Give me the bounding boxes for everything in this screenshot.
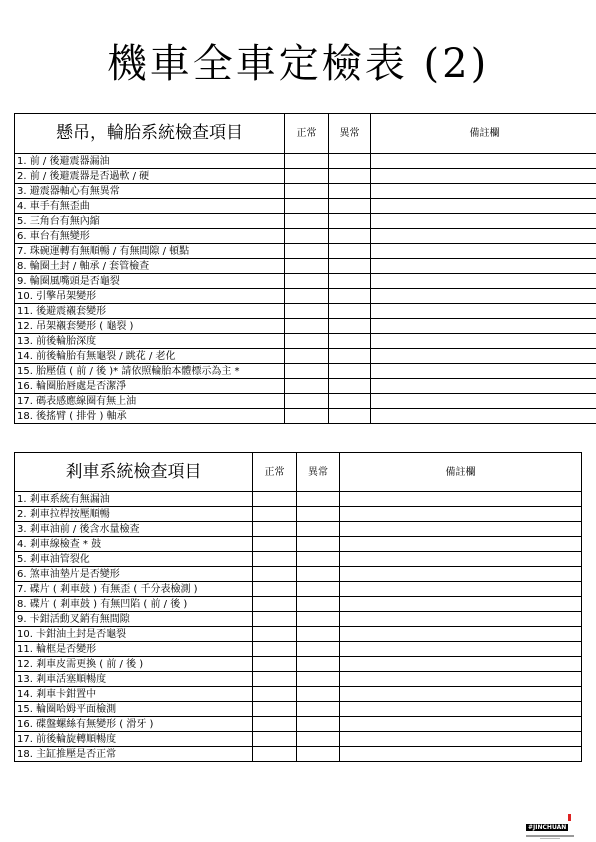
abnormal-check-cell[interactable] (329, 304, 371, 319)
normal-column-header: 正常 (253, 453, 297, 492)
abnormal-check-cell[interactable] (329, 214, 371, 229)
brand-logo-line-small (540, 838, 560, 839)
check-item-label: 11. 輪框是否變形 (15, 642, 253, 657)
remarks-cell[interactable] (371, 364, 596, 379)
remarks-cell[interactable] (340, 672, 582, 687)
normal-check-cell[interactable] (253, 552, 297, 567)
check-item-label: 15. 輪圈哈姆平面檢測 (15, 702, 253, 717)
check-item-label: 14. 前後輪胎有無龜裂 / 跳花 / 老化 (15, 349, 285, 364)
normal-check-cell[interactable] (285, 379, 329, 394)
check-item-label: 16. 輪圈胎唇處是否潔淨 (15, 379, 285, 394)
normal-check-cell[interactable] (285, 184, 329, 199)
remarks-cell[interactable] (371, 184, 596, 199)
abnormal-check-cell[interactable] (329, 154, 371, 169)
remarks-cell[interactable] (340, 522, 582, 537)
abnormal-check-cell[interactable] (297, 672, 340, 687)
brand-logo-mark (568, 814, 571, 821)
remarks-cell[interactable] (371, 334, 596, 349)
table-row (15, 582, 582, 597)
normal-check-cell[interactable] (253, 717, 297, 732)
table-row (15, 229, 596, 244)
table-row (15, 537, 582, 552)
normal-check-cell[interactable] (253, 567, 297, 582)
normal-check-cell[interactable] (285, 214, 329, 229)
suspension-checklist-table (14, 113, 596, 424)
abnormal-check-cell[interactable] (329, 379, 371, 394)
check-item-label: 12. 剎車皮需更換 ( 前 / 後 ) (15, 657, 253, 672)
abnormal-check-cell[interactable] (297, 702, 340, 717)
normal-check-cell[interactable] (253, 657, 297, 672)
normal-check-cell[interactable] (253, 687, 297, 702)
remarks-cell[interactable] (340, 687, 582, 702)
remarks-cell[interactable] (340, 642, 582, 657)
abnormal-check-cell[interactable] (329, 334, 371, 349)
abnormal-check-cell[interactable] (329, 364, 371, 379)
normal-check-cell[interactable] (285, 154, 329, 169)
table-row (15, 274, 596, 289)
suspension-rows (15, 154, 596, 424)
normal-check-cell[interactable] (285, 334, 329, 349)
normal-check-cell[interactable] (285, 229, 329, 244)
brake-rows (15, 492, 582, 762)
abnormal-check-cell[interactable] (297, 507, 340, 522)
abnormal-check-cell[interactable] (297, 522, 340, 537)
check-item-label: 3. 避震器軸心有無異常 (15, 184, 285, 199)
remarks-column-header: 備註欄 (340, 453, 582, 492)
check-item-label: 15. 胎壓值 ( 前 / 後 )* 請依照輪胎本體標示為主 * (15, 364, 285, 379)
normal-check-cell[interactable] (285, 319, 329, 334)
table-row (15, 627, 582, 642)
remarks-cell[interactable] (340, 657, 582, 672)
table-row (15, 687, 582, 702)
abnormal-column-header: 異常 (329, 114, 371, 154)
normal-check-cell[interactable] (285, 274, 329, 289)
brand-logo (526, 814, 578, 831)
table-row (15, 364, 596, 379)
table-row (15, 612, 582, 627)
abnormal-check-cell[interactable] (297, 582, 340, 597)
table-row (15, 552, 582, 567)
remarks-cell[interactable] (340, 507, 582, 522)
table-row (15, 394, 596, 409)
remarks-cell[interactable] (340, 627, 582, 642)
check-item-label: 2. 前 / 後避震器是否過軟 / 硬 (15, 169, 285, 184)
abnormal-check-cell[interactable] (297, 627, 340, 642)
abnormal-check-cell[interactable] (297, 717, 340, 732)
check-item-label: 3. 剎車油前 / 後含水量檢查 (15, 522, 253, 537)
remarks-cell[interactable] (340, 552, 582, 567)
remarks-cell[interactable] (371, 394, 596, 409)
remarks-cell[interactable] (371, 229, 596, 244)
table-row (15, 492, 582, 507)
suspension-section-header: 懸吊，輪胎系統檢查項目 (15, 114, 285, 154)
check-item-label: 4. 車手有無歪曲 (15, 199, 285, 214)
check-item-label: 10. 卡鉗油土封是否龜裂 (15, 627, 253, 642)
normal-check-cell[interactable] (253, 702, 297, 717)
remarks-cell[interactable] (340, 747, 582, 762)
table-row (15, 214, 596, 229)
table-header-row (15, 114, 596, 154)
remarks-cell[interactable] (371, 379, 596, 394)
table-row (15, 642, 582, 657)
normal-check-cell[interactable] (253, 582, 297, 597)
remarks-cell[interactable] (340, 582, 582, 597)
abnormal-check-cell[interactable] (297, 732, 340, 747)
remarks-cell[interactable] (371, 169, 596, 184)
table-row (15, 334, 596, 349)
table-row (15, 289, 596, 304)
normal-check-cell[interactable] (285, 409, 329, 424)
remarks-cell[interactable] (371, 409, 596, 424)
abnormal-check-cell[interactable] (329, 229, 371, 244)
normal-check-cell[interactable] (285, 394, 329, 409)
table-row (15, 244, 596, 259)
normal-check-cell[interactable] (253, 492, 297, 507)
table-row (15, 349, 596, 364)
abnormal-check-cell[interactable] (329, 394, 371, 409)
remarks-cell[interactable] (340, 717, 582, 732)
table-row (15, 597, 582, 612)
check-item-label: 1. 前 / 後避震器漏油 (15, 154, 285, 169)
normal-check-cell[interactable] (253, 642, 297, 657)
table-row (15, 717, 582, 732)
remarks-cell[interactable] (340, 492, 582, 507)
normal-check-cell[interactable] (285, 199, 329, 214)
table-row (15, 672, 582, 687)
abnormal-check-cell[interactable] (329, 319, 371, 334)
normal-check-cell[interactable] (253, 627, 297, 642)
normal-check-cell[interactable] (253, 522, 297, 537)
abnormal-check-cell[interactable] (329, 184, 371, 199)
abnormal-check-cell[interactable] (329, 274, 371, 289)
check-item-label: 9. 輪圈風嘴頭是否龜裂 (15, 274, 285, 289)
check-item-label: 7. 碟片 ( 剎車鼓 ) 有無歪 ( 千分表檢測 ) (15, 582, 253, 597)
check-item-label: 4. 剎車線檢查 * 鼓 (15, 537, 253, 552)
check-item-label: 18. 主缸推壓是否正常 (15, 747, 253, 762)
remarks-cell[interactable] (371, 319, 596, 334)
check-item-label: 9. 卡鉗活動叉銷有無間隙 (15, 612, 253, 627)
check-item-label: 17. 碼表感應線圈有無上油 (15, 394, 285, 409)
brake-section-header: 剎車系統檢查項目 (15, 453, 253, 492)
normal-check-cell[interactable] (285, 169, 329, 184)
table-row (15, 732, 582, 747)
check-item-label: 17. 前後輪旋轉順暢度 (15, 732, 253, 747)
remarks-cell[interactable] (340, 612, 582, 627)
check-item-label: 13. 剎車活塞順暢度 (15, 672, 253, 687)
abnormal-check-cell[interactable] (329, 244, 371, 259)
remarks-cell[interactable] (340, 597, 582, 612)
normal-check-cell[interactable] (285, 304, 329, 319)
normal-check-cell[interactable] (253, 747, 297, 762)
abnormal-check-cell[interactable] (297, 657, 340, 672)
check-item-label: 8. 輪圈土封 / 軸承 / 套管檢查 (15, 259, 285, 274)
brand-logo-line (526, 835, 574, 837)
remarks-column-header: 備註欄 (371, 114, 596, 154)
table-row (15, 154, 596, 169)
normal-check-cell[interactable] (253, 732, 297, 747)
abnormal-check-cell[interactable] (297, 552, 340, 567)
abnormal-check-cell[interactable] (329, 349, 371, 364)
table-row (15, 259, 596, 274)
abnormal-check-cell[interactable] (297, 492, 340, 507)
abnormal-check-cell[interactable] (297, 537, 340, 552)
abnormal-check-cell[interactable] (297, 612, 340, 627)
check-item-label: 8. 碟片 ( 剎車鼓 ) 有無凹陷 ( 前 / 後 ) (15, 597, 253, 612)
normal-check-cell[interactable] (253, 672, 297, 687)
abnormal-check-cell[interactable] (297, 567, 340, 582)
remarks-cell[interactable] (371, 214, 596, 229)
normal-check-cell[interactable] (253, 537, 297, 552)
table-row (15, 522, 582, 537)
table-row (15, 507, 582, 522)
remarks-cell[interactable] (371, 304, 596, 319)
remarks-cell[interactable] (371, 199, 596, 214)
remarks-cell[interactable] (371, 154, 596, 169)
normal-check-cell[interactable] (285, 364, 329, 379)
table-row (15, 657, 582, 672)
brake-checklist-table (14, 452, 582, 762)
check-item-label: 11. 後避震襯套變形 (15, 304, 285, 319)
table-row (15, 567, 582, 582)
abnormal-check-cell[interactable] (329, 259, 371, 274)
normal-check-cell[interactable] (253, 507, 297, 522)
table-row (15, 379, 596, 394)
abnormal-column-header: 異常 (297, 453, 340, 492)
table-header-row (15, 453, 582, 492)
abnormal-check-cell[interactable] (329, 289, 371, 304)
check-item-label: 1. 剎車系統有無漏油 (15, 492, 253, 507)
normal-check-cell[interactable] (253, 597, 297, 612)
check-item-label: 2. 剎車拉桿按壓順暢 (15, 507, 253, 522)
check-item-label: 6. 煞車油墊片是否變形 (15, 567, 253, 582)
remarks-cell[interactable] (340, 537, 582, 552)
check-item-label: 13. 前後輪胎深度 (15, 334, 285, 349)
table-row (15, 184, 596, 199)
normal-check-cell[interactable] (253, 612, 297, 627)
remarks-cell[interactable] (371, 244, 596, 259)
check-item-label: 18. 後搖臂 ( 排骨 ) 軸承 (15, 409, 285, 424)
remarks-cell[interactable] (371, 274, 596, 289)
abnormal-check-cell[interactable] (297, 597, 340, 612)
table-row (15, 304, 596, 319)
check-item-label: 10. 引擎吊架變形 (15, 289, 285, 304)
page-title: 機車全車定檢表 (2) (106, 41, 490, 87)
remarks-cell[interactable] (340, 702, 582, 717)
remarks-cell[interactable] (371, 259, 596, 274)
normal-check-cell[interactable] (285, 259, 329, 274)
normal-check-cell[interactable] (285, 289, 329, 304)
table-row (15, 747, 582, 762)
check-item-label: 12. 吊架襯套變形 ( 龜裂 ) (15, 319, 285, 334)
remarks-cell[interactable] (371, 289, 596, 304)
normal-column-header: 正常 (285, 114, 329, 154)
check-item-label: 6. 車台有無變形 (15, 229, 285, 244)
abnormal-check-cell[interactable] (329, 409, 371, 424)
remarks-cell[interactable] (340, 567, 582, 582)
normal-check-cell[interactable] (285, 244, 329, 259)
abnormal-check-cell[interactable] (297, 642, 340, 657)
check-item-label: 5. 剎車油管裂化 (15, 552, 253, 567)
abnormal-check-cell[interactable] (297, 747, 340, 762)
abnormal-check-cell[interactable] (329, 199, 371, 214)
abnormal-check-cell[interactable] (329, 169, 371, 184)
table-row (15, 319, 596, 334)
check-item-label: 5. 三角台有無內縮 (15, 214, 285, 229)
remarks-cell[interactable] (340, 732, 582, 747)
table-row (15, 169, 596, 184)
check-item-label: 7. 珠碗運轉有無順暢 / 有無間隙 / 頓點 (15, 244, 285, 259)
brand-logo-text: #JINCHUAN (528, 824, 567, 831)
table-row (15, 702, 582, 717)
remarks-cell[interactable] (371, 349, 596, 364)
abnormal-check-cell[interactable] (297, 687, 340, 702)
check-item-label: 16. 碟盤螺絲有無變形 ( 滑牙 ) (15, 717, 253, 732)
check-item-label: 14. 剎車卡鉗置中 (15, 687, 253, 702)
table-row (15, 409, 596, 424)
normal-check-cell[interactable] (285, 349, 329, 364)
table-row (15, 199, 596, 214)
